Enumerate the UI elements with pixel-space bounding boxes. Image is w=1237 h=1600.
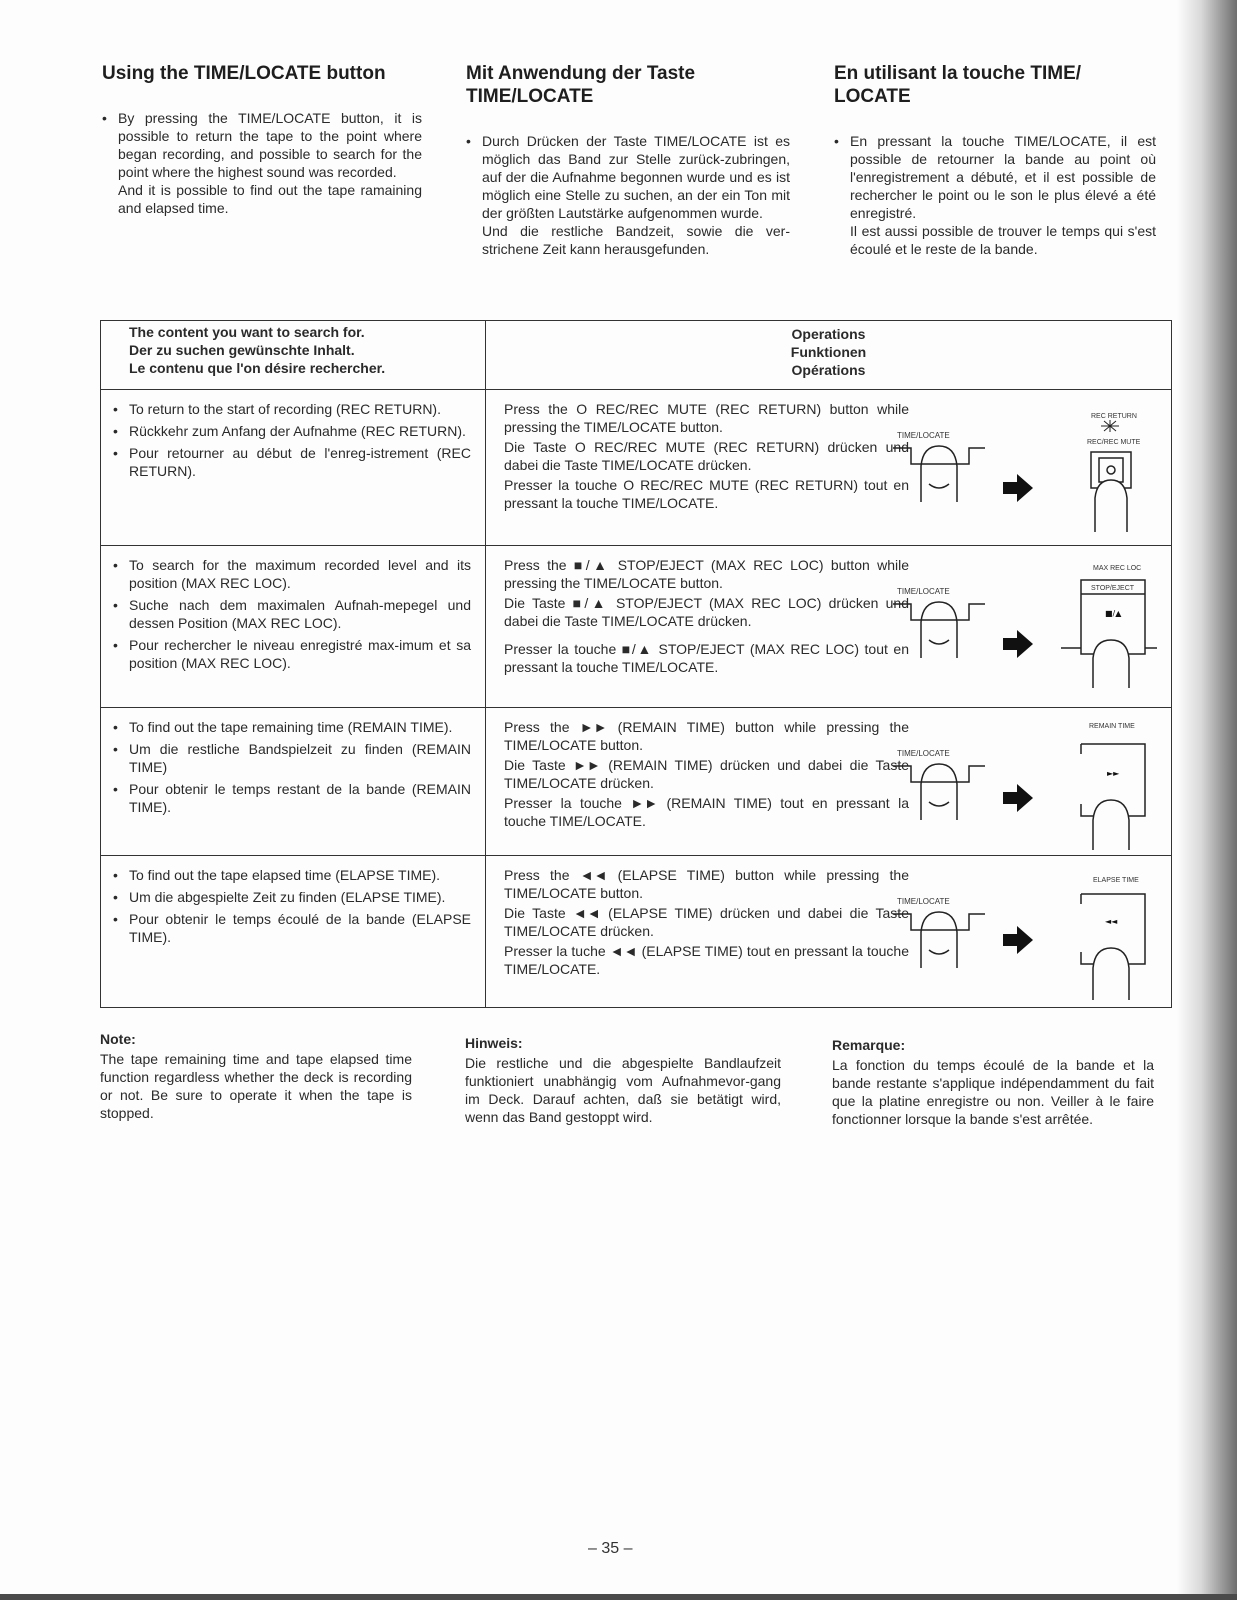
section-heading-english: Using the TIME/LOCATE button (102, 63, 386, 84)
intro-paragraph: En pressant la touche TIME/LOCATE, il est possible de retourner la bande au point où l'enregistrement a débuté, et il est possible de rechercher le point ou le son le plus élevé a été enregistré. (850, 133, 1156, 221)
time-locate-button-press-icon (893, 446, 985, 502)
time-locate-button-press-icon (893, 912, 985, 968)
rew-button-press-icon (1081, 894, 1145, 1000)
stop-eject-label: STOP/EJECT (1091, 585, 1135, 592)
blink-indicator-icon (1101, 420, 1119, 432)
header-operations: Operations Funktionen Opérations (486, 321, 1172, 390)
page-edge-shadow (1177, 0, 1237, 1600)
operation-cell: Press the ■/▲ STOP/EJECT (MAX REC LOC) button while pressing the TIME/LOCATE button. Die Taste ■/▲ STOP/EJECT (MAX REC LOC) drücken und dabei die Taste TIME/LOCATE drücken. Presser la touche ■/▲ STOP/EJECT (MAX REC LOC) tout en pressant la touche TIME/LOCATE. TIME/LOCATE MAX REC LOC STOP/EJECT ■/▲ (486, 546, 1172, 708)
operations-table (100, 320, 1172, 1008)
table-header-row (101, 321, 1172, 390)
time-locate-button-press-icon (893, 764, 985, 820)
fast-forward-icon: ►► (1107, 769, 1120, 778)
page-number: – 35 – (588, 1540, 633, 1557)
note-english: Note: The tape remaining time and tape elapsed time function regardless whether the deck is recording or not. Be sure to operate it when the tape is stopped. (100, 1031, 412, 1121)
intro-column-german: Mit Anwendung der Taste TIME/LOCATE • Durch Drücken der Taste TIME/LOCATE ist es möglich das Band zur Stelle zurück-zubringen, auf der die Aufnahme begonnen wurde und es ist möglich eine Stelle zu suchen, an der ein Ton mit der größten Lautstärke aufgenommen wurde. Und die restliche Bandzeit, sowie die ver-strichene Zeit kann herausgefunden. (466, 63, 790, 257)
remain-time-label: REMAIN TIME (1089, 723, 1135, 730)
intro-column-french: En utilisant la touche TIME/ LOCATE • En pressant la touche TIME/LOCATE, il est possible de retourner la bande au point où l'enregistrement a débuté, et il est possible de rechercher le point ou le son le plus élevé a été enregistré. Il est aussi possible de trouver le temps qui s'est écoulé et le reste de la bande. (834, 63, 1156, 257)
arrow-right-icon (1003, 926, 1033, 954)
operation-cell: Press the ◄◄ (ELAPSE TIME) button while pressing the TIME/LOCATE button. Die Taste ◄◄ (ELAPSE TIME) drücken und dabei die Taste TIME/LOCATE drücken. Presser la tuche ◄◄ (ELAPSE TIME) tout en pressant la touche TIME/LOCATE. TIME/LOCATE ELAPSE TIME ◄◄ (486, 856, 1172, 1008)
rec-return-label: REC RETURN (1091, 413, 1137, 420)
stop-eject-button-press-icon (1061, 580, 1157, 688)
search-content-cell: • To find out the tape elapsed time (ELAPSE TIME). • Um die abgespielte Zeit zu finden (ELAPSE TIME). • Pour obtenir le temps écoulé de la bande (ELAPSE TIME). (101, 856, 486, 1008)
note-french: Remarque: La fonction du temps écoulé de la bande et la bande restante s'applique indépendamment du fait que la platine enregistre ou non. Veiller à le faire fonctionner lorsque la bande s'est arrêtée. (832, 1037, 1154, 1127)
rewind-icon: ◄◄ (1105, 917, 1118, 926)
time-locate-label: TIME/LOCATE (897, 749, 950, 758)
search-content-cell: • To find out the tape remaining time (REMAIN TIME). • Um die restliche Bandspielzeit zu finden (REMAIN TIME) • Pour obtenir le temps restant de la bande (REMAIN TIME). (101, 708, 486, 856)
arrow-right-icon (1003, 630, 1033, 658)
arrow-right-icon (1003, 784, 1033, 812)
rec-return-diagram (893, 402, 1163, 542)
rec-button-press-icon (1091, 452, 1131, 532)
time-locate-label: TIME/LOCATE (897, 897, 950, 906)
time-locate-label: TIME/LOCATE (897, 431, 950, 440)
section-heading-german: Mit Anwendung der Taste TIME/LOCATE (466, 63, 696, 107)
operation-cell: Press the ►► (REMAIN TIME) button while pressing the TIME/LOCATE button. Die Taste ►► (REMAIN TIME) drücken und dabei die Taste TIME/LOCATE drücken. Presser la touche ►► (REMAIN TIME) tout en pressant la touche TIME/LOCATE. TIME/LOCATE REMAIN TIME ►► (486, 708, 1172, 856)
arrow-right-icon (1003, 474, 1033, 502)
table-row (101, 856, 1172, 1008)
time-locate-label: TIME/LOCATE (897, 587, 950, 596)
max-rec-loc-diagram (893, 558, 1163, 698)
table-row (101, 390, 1172, 546)
time-locate-button-press-icon (893, 602, 985, 658)
stop-eject-icon: ■/▲ (1105, 609, 1122, 618)
max-rec-loc-label: MAX REC LOC (1093, 565, 1142, 572)
table-row (101, 546, 1172, 708)
elapse-time-label: ELAPSE TIME (1093, 877, 1139, 884)
section-heading-french: En utilisant la touche TIME/ LOCATE (834, 63, 1082, 107)
table-row (101, 708, 1172, 856)
search-content-cell: • To return to the start of recording (REC RETURN). • Rückkehr zum Anfang der Aufnahme (REC RETURN). • Pour retourner au début de l'enreg-istrement (REC RETURN). (101, 390, 486, 546)
intro-paragraph: Und die restliche Bandzeit, sowie die ver-strichene Zeit kann herausgefunden. (482, 223, 790, 257)
elapse-time-diagram (893, 868, 1163, 1008)
intro-paragraph: Durch Drücken der Taste TIME/LOCATE ist es möglich das Band zur Stelle zurück-zubringen, auf der die Aufnahme begonnen wurde und es ist möglich eine Stelle zu suchen, an der ein Ton mit der größten Lautstärke aufgenommen wurde. (482, 133, 790, 221)
header-search-content: The content you want to search for. Der zu suchen gewünschte Inhalt. Le contenu que l'on désire rechercher. (101, 321, 486, 390)
search-content-cell: • To search for the maximum recorded level and its position (MAX REC LOC). • Suche nach dem maximalen Aufnah-mepegel und dessen Position (MAX REC LOC). • Pour rechercher le niveau enregistré max-imum et sa position (MAX REC LOC). (101, 546, 486, 708)
scan-bottom-edge (0, 1594, 1237, 1600)
operation-cell: Press the O REC/REC MUTE (REC RETURN) button while pressing the TIME/LOCATE button. Die Taste O REC/REC MUTE (REC RETURN) drücken und dabei die Taste TIME/LOCATE drücken. Presser la touche O REC/REC MUTE (REC RETURN) tout en pressant la touche TIME/LOCATE. TIME/LOCATE REC RETURN REC/REC MUTE (486, 390, 1172, 546)
intro-paragraph: By pressing the TIME/LOCATE button, it is possible to return the tape to the point where began recording, and possible to search for the point where the highest sound was recorded. (118, 110, 422, 180)
intro-paragraph: And it is possible to find out the tape ramaining and elapsed time. (118, 182, 422, 216)
intro-paragraph: Il est aussi possible de trouver le temps qui s'est écoulé et le reste de la bande. (850, 223, 1156, 257)
rec-rec-mute-label: REC/REC MUTE (1087, 439, 1141, 446)
remain-time-diagram (893, 720, 1163, 860)
intro-column-english: Using the TIME/LOCATE button • By pressing the TIME/LOCATE button, it is possible to return the tape to the point where began recording, and possible to search for the point where the highest sound was recorded. And it is possible to find out the tape ramaining and elapsed time. (102, 63, 422, 216)
ff-button-press-icon (1081, 744, 1145, 850)
note-german: Hinweis: Die restliche und die abgespielte Bandlaufzeit funktioniert unabhängig vom Aufnahmevor-gang im Deck. Darauf achten, daß sie betätigt wird, wenn das Band gestoppt wird. (465, 1035, 781, 1125)
